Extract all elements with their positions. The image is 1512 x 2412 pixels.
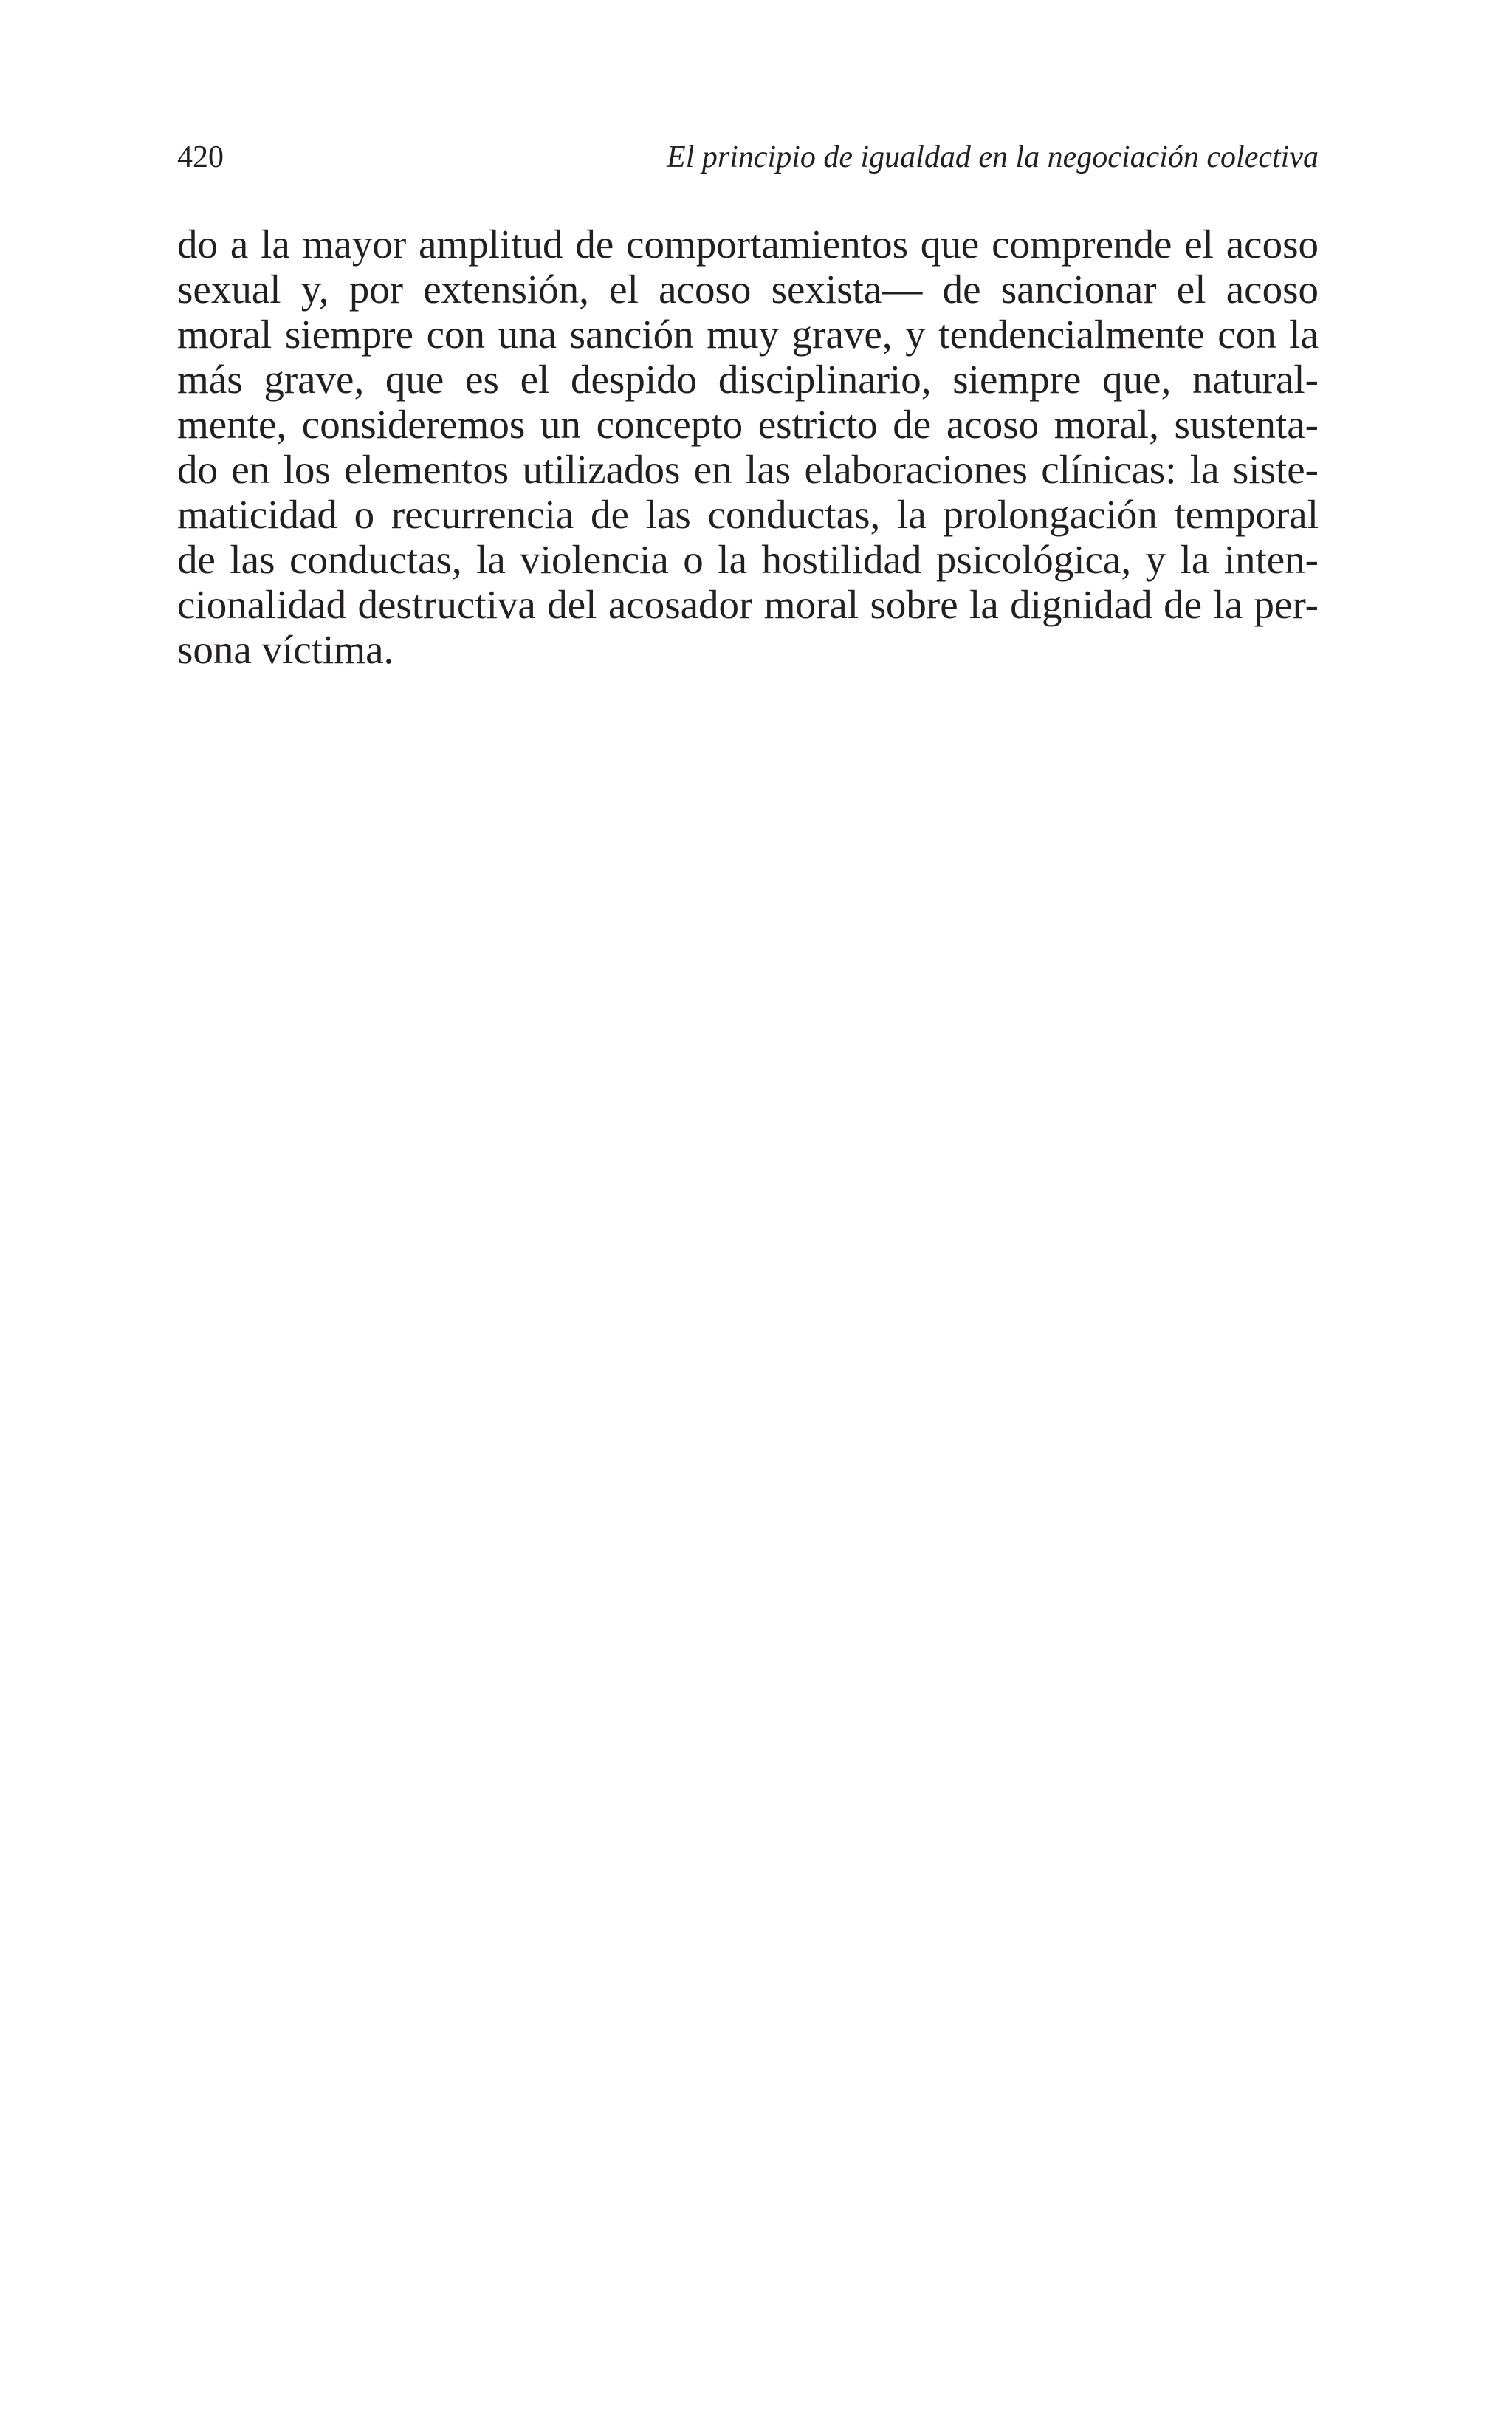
- page-header: [177, 131, 1319, 183]
- text-line: maticidad o recurrencia de las conductas, la prolongación temporal: [177, 492, 1319, 537]
- text-line: de las conductas, la violencia o la hostilidad psicológica, y la inten-: [177, 537, 1319, 582]
- body-paragraph: [177, 222, 1319, 672]
- text-line: más grave, que es el despido disciplinario, siempre que, natural-: [177, 357, 1319, 402]
- text-line: moral siempre con una sanción muy grave, y tendencialmente con la: [177, 312, 1319, 357]
- running-title: El principio de igualdad en la negociación colectiva: [667, 140, 1319, 174]
- text-line: do en los elementos utilizados en las elaboraciones clínicas: la siste-: [177, 447, 1319, 492]
- text-line: do a la mayor amplitud de comportamientos que comprende el acoso: [177, 222, 1319, 267]
- text-line: sexual y, por extensión, el acoso sexista— de sancionar el acoso: [177, 267, 1319, 312]
- text-line: sona víctima.: [177, 627, 394, 672]
- page-number: 420: [177, 140, 224, 174]
- text-line: cionalidad destructiva del acosador moral sobre la dignidad de la per-: [177, 582, 1319, 627]
- text-line: mente, consideremos un concepto estricto de acoso moral, sustenta-: [177, 402, 1319, 447]
